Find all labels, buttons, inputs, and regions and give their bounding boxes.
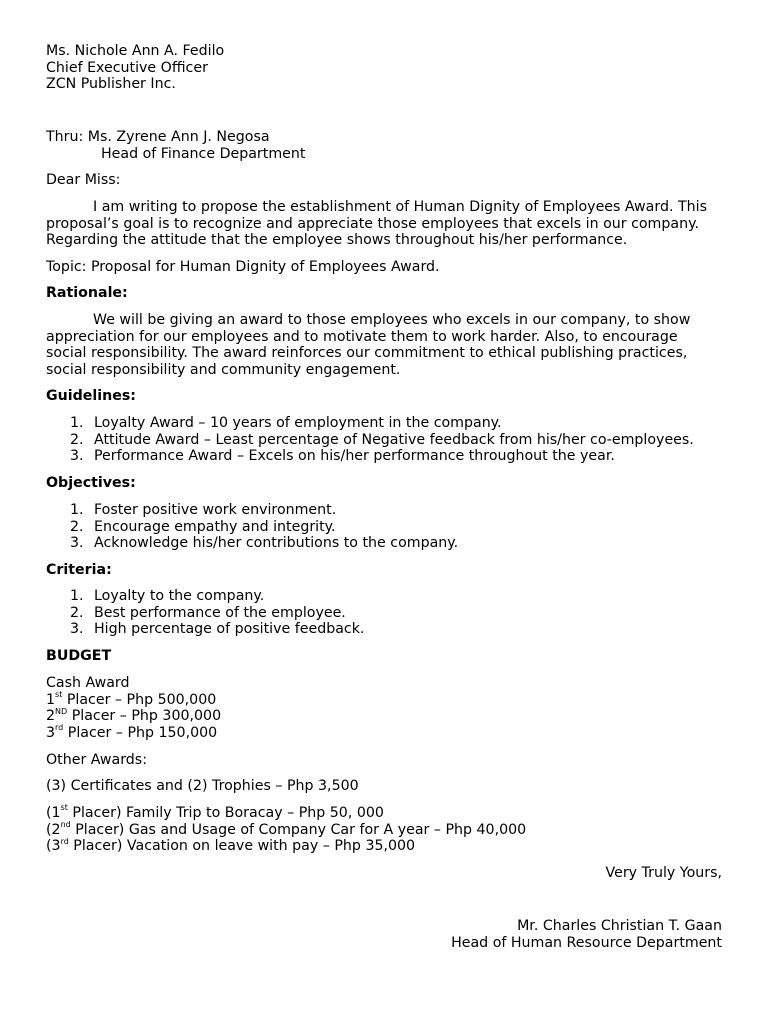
objectives-heading: Objectives: — [46, 475, 136, 491]
thru-line: Thru: Ms. Zyrene Ann J. Negosa — [46, 129, 270, 145]
list-item-text: Loyalty Award – 10 years of employment in the company. — [94, 415, 502, 431]
list-item-text: Best performance of the employee. — [94, 604, 346, 621]
list-item-text: Encourage empathy and integrity. — [94, 518, 336, 535]
list-item-text: Performance Award – Excels on his/her performance throughout the year. — [94, 448, 615, 465]
guidelines-list — [46, 415, 694, 465]
signatory-block — [451, 918, 722, 951]
cash-award-label: Cash Award — [46, 675, 130, 691]
list-item-text: High percentage of positive feedback. — [94, 621, 365, 638]
cash-award-item: 2ND Placer – Php 300,000 — [46, 706, 222, 725]
list-item: 2. Encourage empathy and integrity. — [70, 518, 336, 535]
intro-paragraph: I am writing to propose the establishment of Human Dignity of Employees Award. This proposal’s goal is to recognize and appreciate those employees that excels in our company. Regarding the attitude that the employee shows throughout his/her performance. — [46, 199, 707, 249]
certificates-line: (3) Certificates and (2) Trophies – Php 3,500 — [46, 778, 359, 794]
criteria-heading: Criteria: — [46, 562, 112, 578]
thru-block — [46, 129, 722, 162]
budget-heading: BUDGET — [46, 648, 112, 664]
trip-award-item: (3rd Placer) Vacation on leave with pay – Php 35,000 — [46, 836, 416, 855]
objectives-list — [46, 502, 458, 552]
rationale-heading: Rationale: — [46, 285, 128, 301]
cash-award-item: 1st Placer – Php 500,000 — [46, 689, 217, 708]
criteria-list — [46, 588, 364, 638]
list-item: 2. Attitude Award – Least percentage of Negative feedback from his/her co-employees. — [70, 431, 694, 448]
signatory-name: Mr. Charles Christian T. Gaan — [517, 918, 722, 934]
trip-award-item: (1st Placer) Family Trip to Boracay – Php 50, 000 — [46, 803, 384, 821]
list-item-text: Acknowledge his/her contributions to the company. — [94, 535, 459, 552]
list-item: 2. Best performance of the employee. — [70, 604, 346, 621]
signatory-title: Head of Human Resource Department — [451, 934, 722, 951]
list-item: 1. Loyalty Award – 10 years of employment in the company. — [70, 415, 502, 431]
trip-awards-block — [46, 805, 722, 855]
recipient-name: Ms. Nichole Ann A. Fedilo — [46, 43, 225, 59]
salutation: Dear Miss: — [46, 172, 121, 188]
list-item-text: Foster positive work environment. — [94, 502, 337, 518]
recipient-company: ZCN Publisher Inc. — [46, 76, 176, 93]
recipient-block — [46, 43, 722, 93]
list-item: 3. High percentage of positive feedback. — [70, 621, 365, 638]
topic-line: Topic: Proposal for Human Dignity of Employees Award. — [46, 259, 440, 275]
list-item-text: Attitude Award – Least percentage of Negative feedback from his/her co-employees. — [94, 431, 694, 448]
rationale-paragraph: We will be giving an award to those employees who excels in our company, to show appreciation for our employees and to motivate them to work harder. Also, to encourage social responsibility. The award reinforces our commitment to ethical publishing practices, social responsibility and community engagement. — [46, 312, 691, 379]
list-item: 3. Performance Award – Excels on his/her performance throughout the year. — [70, 448, 615, 465]
list-item: 1. Loyalty to the company. — [70, 588, 265, 604]
trip-award-item: (2nd Placer) Gas and Usage of Company Car for A year – Php 40,000 — [46, 819, 527, 838]
guidelines-heading: Guidelines: — [46, 388, 136, 404]
closing: Very Truly Yours, — [605, 865, 722, 881]
list-item: 1. Foster positive work environment. — [70, 502, 337, 518]
recipient-title: Chief Executive Officer — [46, 59, 208, 76]
cash-award-block — [46, 675, 722, 742]
cash-award-item: 3rd Placer – Php 150,000 — [46, 723, 218, 742]
list-item: 3. Acknowledge his/her contributions to the company. — [70, 535, 459, 552]
thru-department: Head of Finance Department — [101, 145, 306, 162]
list-item-text: Loyalty to the company. — [94, 588, 265, 604]
other-awards-label: Other Awards: — [46, 752, 147, 768]
